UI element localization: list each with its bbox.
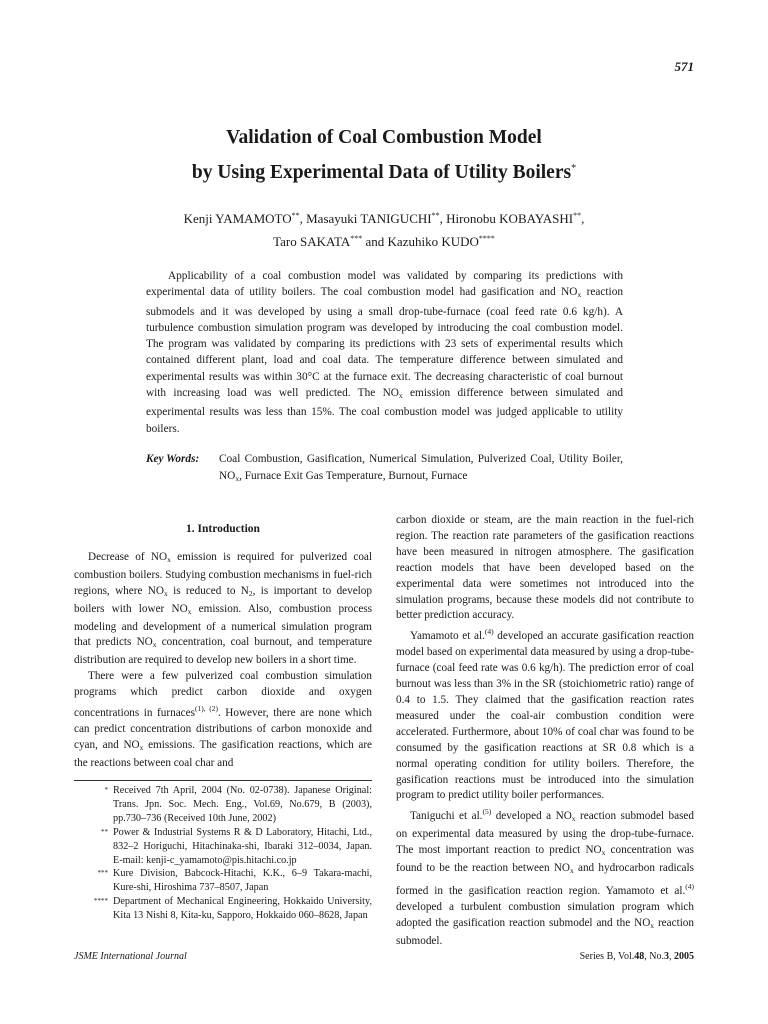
paragraph: There were a few pulverized coal combustion simulation programs which predict carbon dioxide and oxygen concentrations in furnaces$^{(1), (2)}$. However, there are none which can predict concentration distributions of carbon monoxide and cyan, and $NO_x$ emissions. The gasification reactions, which are the reactions between coal char and (74, 670, 373, 769)
citation: (4) (484, 627, 494, 637)
keywords-list: Coal Combustion, Gasification, Numerical Simulation, Pulverized Coal, Utility Boiler, $NO_x$, Furnace Exit Gas Temperature, Burnout, Furnace (219, 453, 623, 483)
citation: (4) (685, 881, 694, 891)
journal-name: JSME International Journal (74, 951, 187, 962)
left-column (74, 514, 372, 772)
keywords-label: Key Words: (146, 453, 200, 465)
page-number: 571 (674, 59, 694, 74)
paragraph: carbon dioxide or steam, are the main reaction in the fuel-rich region. The reaction rate parameters of the gasification reactions have been measured in nitrogen atmosphere. The gasification reaction models that have been developed based on the experimental data were sometimes not introduced into the simulation programs, because these models did not contribute to better prediction accuracy. (396, 514, 694, 622)
keywords (146, 451, 623, 487)
series-info: Series B, Vol.48, No.3, 2005 (579, 951, 694, 962)
right-column (396, 513, 694, 950)
abstract (146, 268, 623, 437)
footnote: * Received 7th April, 2004 (No. 02-0738). Japanese Original: Trans. Jpn. Soc. Mech. Eng., Vol.69, No.679, B (2003), pp.730–736 (Received 10th June, 2002) (104, 785, 372, 824)
author-name: Hironobu KOBAYASHI (446, 211, 574, 226)
footnote: *** Kure Division, Babcock-Hitachi, K.K., 6–9 Takara-machi, Kure-shi, Hiroshima 737–8507, Japan (97, 868, 372, 894)
paper-title (60, 122, 708, 188)
footnote: ** Power & Industrial Systems R & D Laboratory, Hitachi, Ltd., 832–2 Horiguchi, Hitachinaka-shi, Ibaraki 312–0034, Japan. E-mail: kenji-c_yamamoto@pis.hitachi.co.jp (101, 826, 372, 866)
section-heading: 1. Introduction (186, 523, 260, 535)
author-name: Masayuki TANIGUCHI (306, 211, 432, 226)
author-name: Kazuhiko KUDO (387, 234, 479, 249)
paragraph: Decrease of $NO_x$ emission is required for pulverized coal combustion boilers. Studying combustion mechanisms in fuel-rich regions, where $NO_x$ is reduced to $N_2$, is important to develop boilers with lower $NO_x$ emission. Also, combustion process modeling and development of a numerical simulation program that predicts $NO_x$ concentration, coal burnout, and temperature distribution are required to develop new boilers in a short time. (74, 550, 373, 667)
title-line-1: Validation of Coal Combustion Model (226, 127, 542, 148)
paragraph: Yamamoto et al.$^{(4)}$ developed an accurate gasification reaction model based on experimental data measured by using a drop-tube-furnace (coal feed rate was 0.6 kg/h). The prediction error of coal burnout was less than 3% in the SR (stoichiometric ratio) range of 0.4 to 1.5. They claimed that the gasification reaction rates measured under the coal-air combustion condition were accelerated. Furthermore, about 10% of coal char was found to be consumed by the gasification reactions at SR 0.8 which is a normal operating condition for utility boilers. Therefore, the gasification reactions must be introduced into the simulation program to predict utility boiler performances. (396, 627, 694, 802)
citation: (5) (482, 807, 492, 817)
footnote: **** Department of Mechanical Engineering, Hokkaido University, Kita 13 Nishi 8, Kita-ku, Sapporo, Hokkaido 060–8628, Japan (94, 896, 372, 922)
author-name: Taro SAKATA (273, 234, 351, 249)
author-name: Kenji YAMAMOTO (183, 211, 292, 226)
citation: (1), (2) (194, 704, 218, 714)
abstract-text: Applicability of a coal combustion model was validated by comparing its predictions with experimental data of utility boilers. The coal combustion model had gasification and $NO_x$ reaction submodels and it was developed by using a small drop-tube-furnace (coal feed rate 0.6 kg/h). A turbulence combustion simulation program was developed by introducing the coal combustion model. The program was validated by comparing its predictions with 23 sets of experimental results which contained different plant, load and coal data. The temperature difference between simulated and experimental results was within 30°C at the furnace exit. The decreasing characteristic of coal burnout with increasing load was well predicted. The $NO_x$ emission difference between simulated and experimental results was less than 15%. The coal combustion model was judged applicable to utility boilers. (146, 270, 624, 435)
footnotes (74, 780, 372, 923)
title-footnote-mark: * (571, 163, 577, 174)
title-line-2: by Using Experimental Data of Utility Boilers* (191, 162, 577, 183)
author-list: Kenji YAMAMOTO**, Masayuki TANIGUCHI**, Hironobu KOBAYASHI**, Taro SAKATA*** and Kazuhiko KUDO**** (183, 211, 585, 249)
paragraph: Taniguchi et al.$^{(5)}$ developed a $NO_x$ reaction submodel based on experimental data measured by using the drop-tube-furnace. The most important reaction to predict $NO_x$ concentration was found to be the reaction between $NO_x$ and hydrocarbon radicals formed in the gasification reaction region. Yamamoto et al.$^{(4)}$ developed a turbulent combustion simulation program which adopted the gasification reaction submodel and the $NO_x$ reaction submodel. (396, 807, 694, 947)
